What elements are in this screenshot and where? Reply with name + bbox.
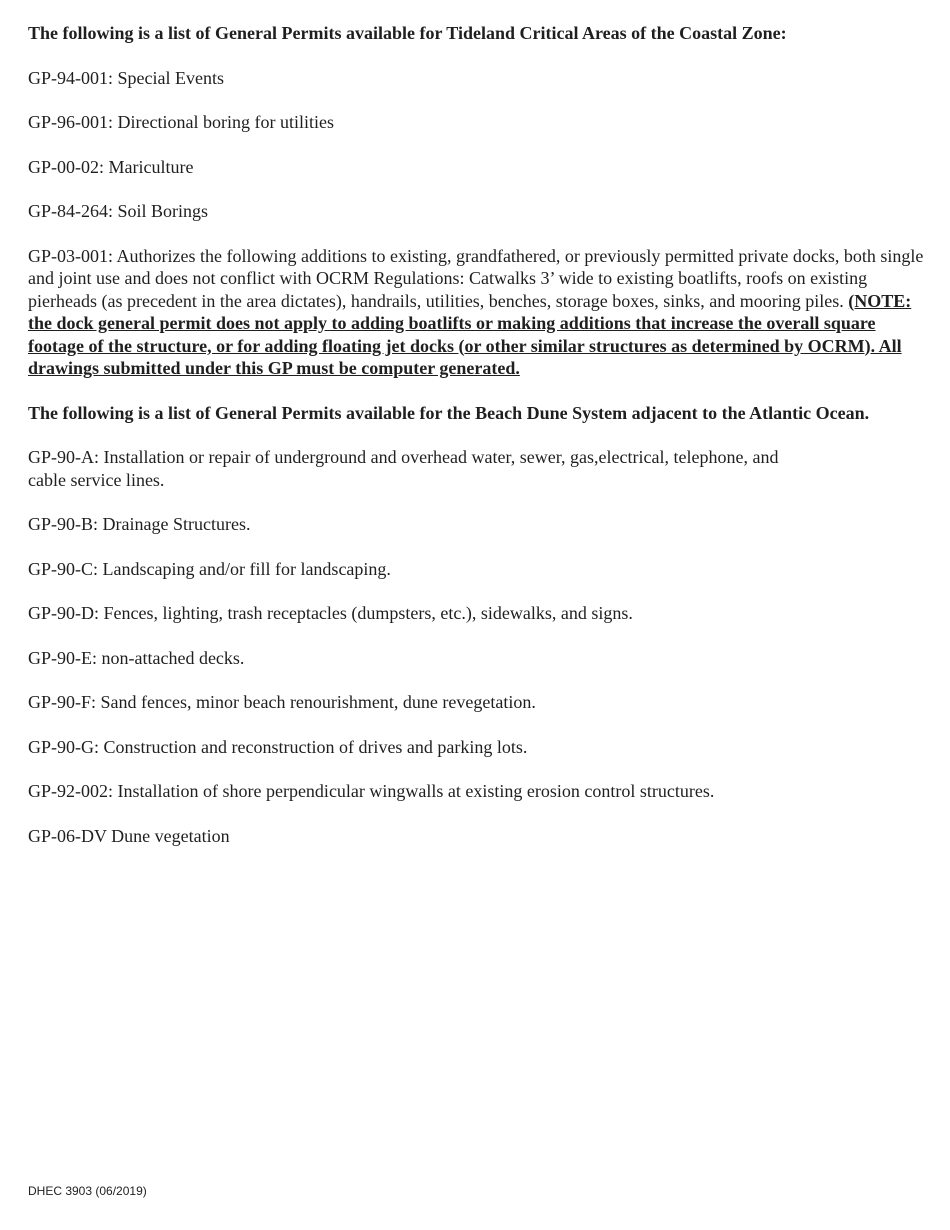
permit-item: GP-90-F: Sand fences, minor beach renourishment, dune revegetation.: [28, 692, 536, 712]
dock-note: (NOTE: the dock general permit does not apply to adding boatlifts or making additions that increase the overall square footage of the structure, or for adding floating jet docks (or other similar structures as determined by OCRM). All drawings submitted under this GP must be computer generated.: [28, 290, 912, 378]
permit-item: GP-96-001: Directional boring for utilities: [28, 112, 334, 132]
form-footer: DHEC 3903 (06/2019): [28, 1184, 147, 1198]
permit-item: GP-06-DV Dune vegetation: [28, 825, 230, 846]
permit-item: GP-90-D: Fences, lighting, trash receptacles (dumpsters, etc.), sidewalks, and signs.: [28, 603, 633, 623]
permit-item: GP-90-G: Construction and reconstruction of drives and parking lots.: [28, 736, 528, 757]
gp-03-001-text: GP-03-001: Authorizes the following additions to existing, grandfathered, or previously permitted private docks, both single and joint use and does not conflict with OCRM Regulations: Catwalks 3’ wide to existing boatlifts, roofs on existing pierheads (as precedent in the area dictates), handrails, utilities, benches, storage boxes, sinks, and mooring piles.: [28, 245, 924, 311]
permit-item: GP-92-002: Installation of shore perpendicular wingwalls at existing erosion control structures.: [28, 781, 715, 801]
gp-03-001-paragraph: [28, 245, 926, 380]
permit-item-line: cable service lines.: [28, 469, 165, 490]
document-page: [28, 22, 926, 869]
permit-item-line: GP-90-A: Installation or repair of underground and overhead water, sewer, gas,electrical, telephone, and: [28, 447, 779, 467]
permit-item: GP-90-E: non-attached decks.: [28, 647, 245, 668]
tideland-heading: The following is a list of General Permits available for Tideland Critical Areas of the Coastal Zone:: [28, 23, 787, 43]
tideland-permit-list: [28, 67, 926, 223]
permit-item: GP-00-02: Mariculture: [28, 156, 194, 177]
permit-item: GP-90-C: Landscaping and/or fill for landscaping.: [28, 558, 391, 579]
beach-dune-heading: The following is a list of General Permits available for the Beach Dune System adjacent to the Atlantic Ocean.: [28, 402, 870, 423]
permit-item: GP-90-B: Drainage Structures.: [28, 514, 251, 534]
beach-dune-permit-list: [28, 446, 926, 847]
permit-item: GP-84-264: Soil Borings: [28, 201, 209, 221]
permit-item-gp-90-a: [28, 446, 926, 491]
permit-item: GP-94-001: Special Events: [28, 67, 224, 88]
